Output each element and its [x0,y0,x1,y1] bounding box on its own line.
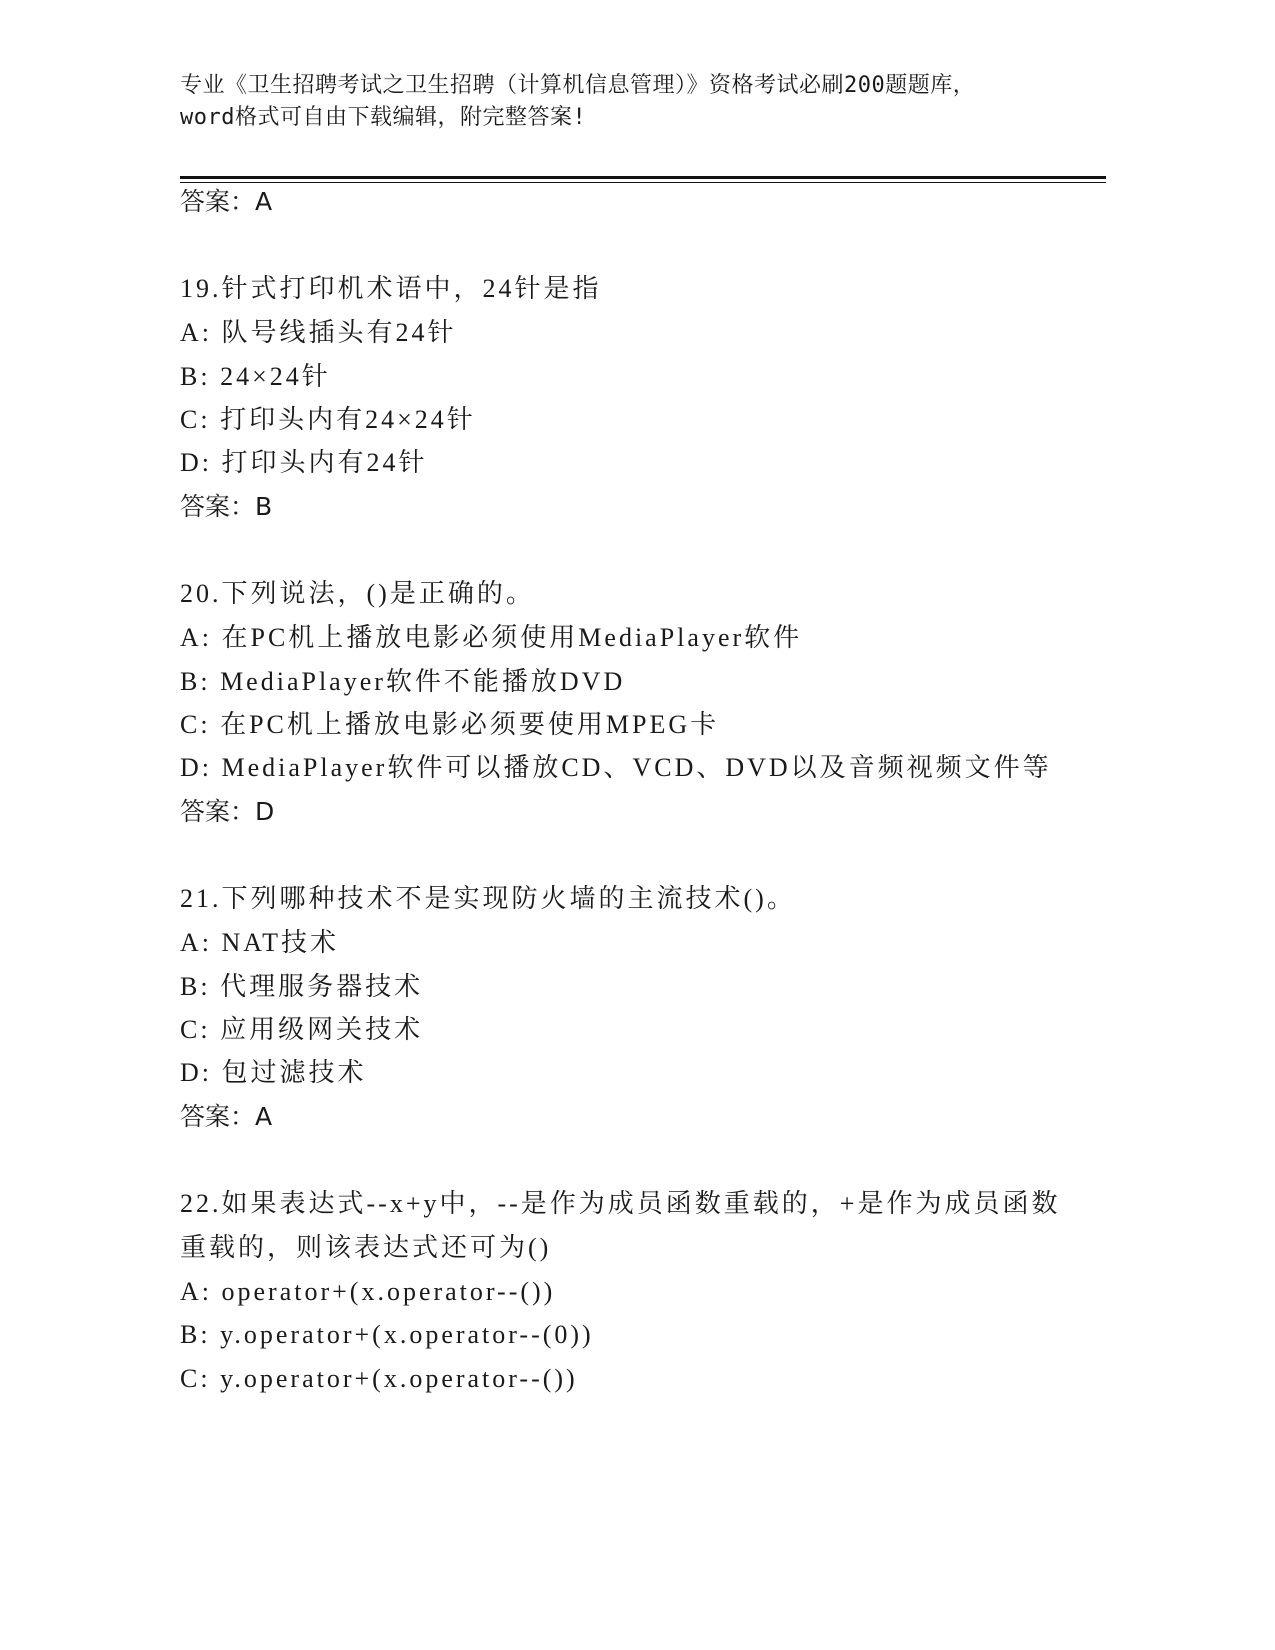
answer-20: 答案：D [180,797,275,826]
question-20-option-d: D: MediaPlayer软件可以播放CD、VCD、DVD以及音频视频文件等 [180,753,1052,782]
document-header [180,70,1060,134]
header-divider-thin [180,182,1106,183]
question-19-option-a: A: 队号线插头有24针 [180,318,457,347]
header-line-2: word格式可自由下载编辑，附完整答案! [180,105,587,130]
question-20-option-c: C: 在PC机上播放电影必须要使用MPEG卡 [180,710,720,739]
question-22-option-a: A: operator+(x.operator--()) [180,1277,556,1306]
question-22-option-b: B: y.operator+(x.operator--(0)) [180,1320,594,1349]
question-21-stem: 21.下列哪种技术不是实现防火墙的主流技术()。 [180,884,796,913]
question-19-stem: 19.针式打印机术语中，24针是指 [180,274,602,303]
answer-21: 答案：A [180,1102,273,1131]
question-19-option-b: B: 24×24针 [180,362,331,391]
question-19-option-c: C: 打印头内有24×24针 [180,405,476,434]
question-21-option-c: C: 应用级网关技术 [180,1015,424,1044]
question-21-option-b: B: 代理服务器技术 [180,972,424,1001]
question-22-stem-line-1: 22.如果表达式--x+y中，--是作为成员函数重载的，+是作为成员函数 [180,1189,1061,1218]
header-line-1: 专业《卫生招聘考试之卫生招聘（计算机信息管理）》资格考试必刷200题题库， [180,73,976,98]
question-20-option-b: B: MediaPlayer软件不能播放DVD [180,667,626,696]
answer-previous: 答案：A [180,187,273,216]
question-21-option-a: A: NAT技术 [180,928,340,957]
answer-19: 答案：B [180,492,273,521]
question-20-stem: 20.下列说法，()是正确的。 [180,579,535,608]
question-20-option-a: A: 在PC机上播放电影必须使用MediaPlayer软件 [180,623,803,652]
question-22-option-c: C: y.operator+(x.operator--()) [180,1364,578,1393]
question-22-stem-line-2: 重载的，则该表达式还可为() [180,1233,552,1262]
question-19-option-d: D: 打印头内有24针 [180,448,428,477]
question-21-option-d: D: 包过滤技术 [180,1058,367,1087]
header-divider-thick [180,176,1106,179]
